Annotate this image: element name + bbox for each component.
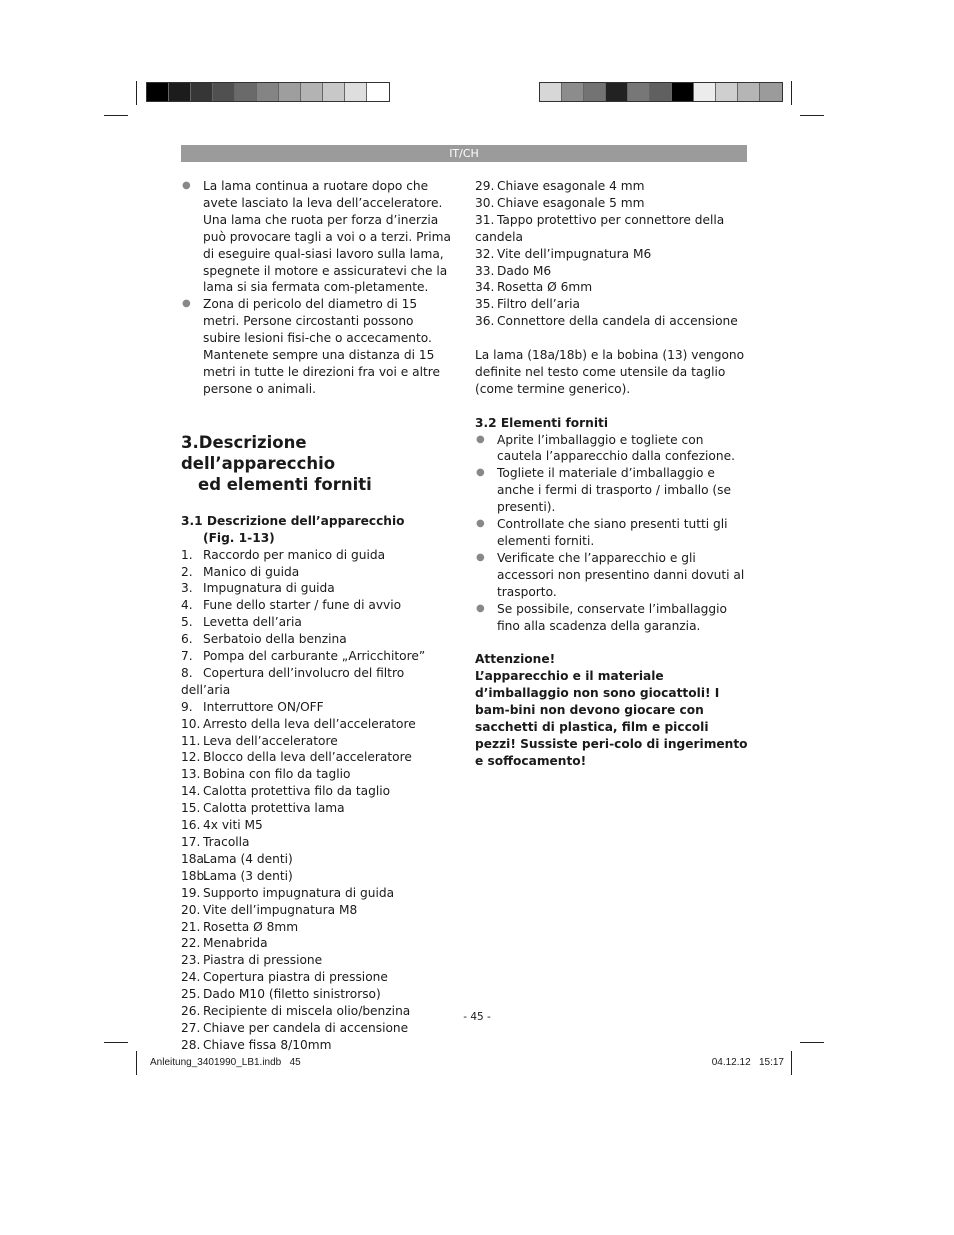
- item-number: 22.: [181, 936, 201, 951]
- item-text: Copertura dell’involucro del filtro dell’aria: [181, 665, 405, 697]
- item-number: 35.: [475, 297, 495, 312]
- list-item: [181, 597, 453, 614]
- item-text: Rosetta Ø 8mm: [203, 919, 299, 934]
- list-item: [181, 614, 453, 631]
- list-item: [475, 246, 749, 263]
- item-text: Chiave esagonale 4 mm: [497, 179, 645, 193]
- bullet-item: [475, 516, 749, 550]
- item-number: 24.: [181, 970, 201, 985]
- list-item: [181, 952, 453, 969]
- list-item: [181, 969, 453, 986]
- item-text: Leva dell’acceleratore: [203, 733, 338, 748]
- bullet-dot-icon: ●: [182, 180, 191, 191]
- list-item: [181, 783, 453, 800]
- item-number: 33.: [475, 263, 495, 278]
- item-number: 2.: [181, 564, 193, 579]
- list-item: [475, 263, 749, 280]
- item-text: Levetta dell’aria: [203, 615, 302, 630]
- item-text: Impugnatura di guida: [203, 581, 335, 596]
- item-text: Calotta protettiva filo da taglio: [203, 784, 391, 799]
- bullet-dot-icon: ●: [476, 467, 485, 479]
- list-item: [475, 178, 749, 195]
- color-swatch: [147, 83, 169, 101]
- list-item: [181, 564, 453, 581]
- bullet-dot-icon: ●: [476, 433, 485, 445]
- item-text: Raccordo per manico di guida: [203, 547, 386, 562]
- item-number: 17.: [181, 835, 201, 849]
- color-swatch: [367, 83, 389, 101]
- item-number: 13.: [181, 767, 201, 782]
- crop-mark: [791, 1051, 792, 1075]
- list-item: [181, 1037, 453, 1054]
- color-swatch: [301, 83, 323, 101]
- item-number: 29.: [475, 179, 495, 193]
- bullet-dot-icon: ●: [476, 551, 485, 563]
- crop-mark: [136, 81, 137, 105]
- list-item: [181, 733, 453, 750]
- item-number: 16.: [181, 818, 201, 833]
- item-number: 15.: [181, 801, 201, 816]
- bullet-item: [475, 601, 749, 635]
- item-text: Lama (4 denti): [203, 851, 293, 866]
- color-swatch: [694, 83, 716, 101]
- language-header: IT/CH: [181, 145, 747, 162]
- color-swatch: [584, 83, 606, 101]
- subsection-title-line1: 3.1 Descrizione dell’apparecchio: [181, 513, 405, 528]
- list-item: [181, 800, 453, 817]
- color-swatch: [540, 83, 562, 101]
- list-item: [181, 834, 453, 851]
- item-number: 32.: [475, 246, 495, 261]
- bullet-item: [475, 550, 749, 601]
- bullet-text: La lama continua a ruotare dopo che avete lasciato la leva dell’acceleratore. Una lama che ruota per forza d’inerzia può provocare tagli a voi o a terzi. Prima di eseguire qual-siasi lavoro sulla lama, spegnete il motore e assicuratevi che la lama si sia fermata com-pletamente.: [203, 179, 451, 295]
- left-column: [181, 178, 453, 1054]
- list-item: [181, 648, 453, 665]
- item-number: 19.: [181, 885, 201, 900]
- color-swatch: [628, 83, 650, 101]
- right-column: [475, 178, 749, 770]
- item-number: 14.: [181, 784, 201, 799]
- color-swatch: [760, 83, 782, 101]
- item-text: Pompa del carburante „Arricchitore”: [203, 649, 426, 664]
- bullet-item: [475, 432, 749, 466]
- page-number: - 45 -: [463, 1011, 491, 1023]
- footer-date: 04.12.12 15:17: [711, 1057, 784, 1068]
- item-number: 18a.: [181, 851, 208, 866]
- item-number: 34.: [475, 280, 495, 295]
- bullet-text: Zona di pericolo del diametro di 15 metri. Persone circostanti possono subire lesioni fisi-che o accecamento. Mantenete sempre una distanza di 15 metri in tutte le direzioni fra voi e altre persone o animali.: [203, 297, 441, 396]
- color-swatch: [650, 83, 672, 101]
- list-item: [181, 986, 453, 1003]
- subsection-title: [181, 513, 453, 547]
- item-number: 6.: [181, 632, 193, 647]
- list-item: [181, 902, 453, 919]
- list-item: [181, 885, 453, 902]
- item-text: Menabrida: [203, 936, 268, 951]
- bullet-item: [181, 178, 453, 296]
- bullet-dot-icon: ●: [182, 298, 191, 310]
- bullet-text: Aprite l’imballaggio e togliete con cautela l’apparecchio dalla confezione.: [497, 432, 735, 464]
- item-text: Recipiente di miscela olio/benzina: [203, 1004, 411, 1019]
- color-swatch: [191, 83, 213, 101]
- color-calibration-bar-right: [539, 82, 783, 102]
- bullet-item: [181, 296, 453, 397]
- list-item: [181, 665, 453, 699]
- item-text: Manico di guida: [203, 564, 300, 579]
- item-text: Tappo protettivo per connettore della candela: [475, 212, 725, 244]
- item-number: 30.: [475, 195, 495, 210]
- item-text: Blocco della leva dell’acceleratore: [203, 750, 412, 765]
- bullet-text: Verificate che l’apparecchio e gli accessori non presentino danni dovuti al trasporto.: [497, 550, 745, 599]
- crop-mark: [791, 81, 792, 105]
- item-text: Chiave fissa 8/10mm: [203, 1037, 332, 1052]
- parts-list-continued: [475, 178, 749, 330]
- item-number: 31.: [475, 212, 495, 227]
- item-number: 20.: [181, 902, 201, 917]
- item-number: 26.: [181, 1004, 201, 1019]
- item-text: Copertura piastra di pressione: [203, 970, 388, 985]
- list-item: [181, 851, 453, 868]
- color-swatch: [323, 83, 345, 101]
- list-item: [475, 195, 749, 212]
- item-number: 5.: [181, 615, 193, 630]
- section-title: [181, 432, 453, 495]
- list-item: [181, 868, 453, 885]
- color-swatch: [235, 83, 257, 101]
- section-title-line2: ed elementi forniti: [198, 474, 372, 494]
- item-text: Dado M6: [497, 263, 552, 278]
- item-number: 1.: [181, 547, 193, 562]
- item-text: Connettore della candela di accensione: [497, 314, 738, 329]
- item-text: Piastra di pressione: [203, 953, 323, 968]
- item-text: Dado M10 (filetto sinistrorso): [203, 987, 381, 1002]
- color-swatch: [562, 83, 584, 101]
- item-number: 12.: [181, 750, 201, 765]
- bullet-item: [475, 465, 749, 516]
- warning-text: L’apparecchio e il materiale d’imballaggio non sono giocattoli! I bam-bini non devono giocare con sacchetti di plastica, film e piccoli pezzi! Sussiste peri-colo di ingerimento e soffocamento!: [475, 669, 748, 768]
- list-item: [181, 547, 453, 564]
- item-text: Chiave esagonale 5 mm: [497, 195, 645, 210]
- item-text: Bobina con filo da taglio: [203, 767, 351, 782]
- crop-mark: [136, 1051, 137, 1075]
- warning-block: [475, 651, 749, 769]
- item-text: Arresto della leva dell’acceleratore: [203, 716, 416, 731]
- item-text: Chiave per candela di accensione: [203, 1020, 409, 1035]
- color-swatch: [279, 83, 301, 101]
- item-number: 7.: [181, 649, 193, 664]
- item-text: Serbatoio della benzina: [203, 632, 347, 647]
- item-text: Lama (3 denti): [203, 868, 293, 883]
- item-text: Interruttore ON/OFF: [203, 699, 324, 714]
- subsection-title-line2: (Fig. 1-13): [203, 530, 275, 545]
- list-item: [181, 716, 453, 733]
- list-item: [475, 212, 749, 246]
- crop-mark: [800, 115, 824, 116]
- color-swatch: [716, 83, 738, 101]
- item-number: 28.: [181, 1037, 201, 1052]
- list-item: [475, 296, 749, 313]
- bullet-dot-icon: ●: [476, 518, 485, 530]
- item-text: Vite dell’impugnatura M8: [203, 902, 358, 917]
- item-number: 3.: [181, 581, 193, 596]
- list-item: [181, 699, 453, 716]
- list-item: [181, 817, 453, 834]
- bullet-text: Controllate che siano presenti tutti gli elementi forniti.: [497, 517, 728, 548]
- item-number: 23.: [181, 953, 201, 968]
- subsection-title-delivery: 3.2 Elementi forniti: [475, 415, 609, 430]
- item-number: 36.: [475, 314, 495, 329]
- list-item: [475, 313, 749, 330]
- crop-mark: [800, 1042, 824, 1043]
- item-number: 25.: [181, 987, 201, 1002]
- item-text: Fune dello starter / fune di avvio: [203, 598, 402, 613]
- item-number: 8.: [181, 665, 193, 680]
- item-text: Rosetta Ø 6mm: [497, 280, 593, 295]
- list-item: [181, 935, 453, 952]
- crop-mark: [104, 115, 128, 116]
- warning-title: Attenzione!: [475, 652, 556, 667]
- item-text: Calotta protettiva lama: [203, 801, 345, 816]
- item-text: Vite dell’impugnatura M6: [497, 246, 652, 261]
- item-number: 10.: [181, 716, 201, 731]
- color-swatch: [738, 83, 760, 101]
- item-number: 18b.: [181, 868, 209, 883]
- item-text: Supporto impugnatura di guida: [203, 885, 395, 900]
- footer-file-info: Anleitung_3401990_LB1.indb 45: [150, 1057, 301, 1068]
- item-text: Filtro dell’aria: [497, 297, 580, 312]
- list-item: [181, 631, 453, 648]
- bullet-dot-icon: ●: [476, 602, 485, 614]
- item-text: Tracolla: [203, 835, 250, 849]
- color-swatch: [169, 83, 191, 101]
- item-number: 27.: [181, 1020, 201, 1035]
- safety-bullet-list: [181, 178, 453, 398]
- crop-mark: [104, 1042, 128, 1043]
- list-item: [181, 749, 453, 766]
- item-number: 11.: [181, 733, 201, 748]
- bullet-text: Togliete il materiale d’imballaggio e anche i fermi di trasporto / imballo (se presenti).: [497, 466, 732, 515]
- color-swatch: [345, 83, 367, 101]
- list-item: [181, 766, 453, 783]
- color-swatch: [257, 83, 279, 101]
- list-item: [181, 580, 453, 597]
- item-number: 21.: [181, 919, 201, 934]
- color-swatch: [213, 83, 235, 101]
- color-calibration-bar-left: [146, 82, 390, 102]
- parts-list: [181, 547, 453, 1054]
- color-swatch: [606, 83, 628, 101]
- cutting-tool-note: La lama (18a/18b) e la bobina (13) vengono definite nel testo come utensile da taglio (come termine generico).: [475, 348, 745, 396]
- bullet-text: Se possibile, conservate l’imballaggio fino alla scadenza della garanzia.: [497, 601, 727, 633]
- list-item: [181, 919, 453, 936]
- list-item: [475, 279, 749, 296]
- color-swatch: [672, 83, 694, 101]
- section-title-line1: 3.Descrizione dell’apparecchio: [181, 432, 336, 473]
- item-number: 9.: [181, 699, 193, 714]
- item-text: 4x viti M5: [203, 818, 263, 833]
- delivery-bullet-list: [475, 432, 749, 635]
- item-number: 4.: [181, 598, 193, 613]
